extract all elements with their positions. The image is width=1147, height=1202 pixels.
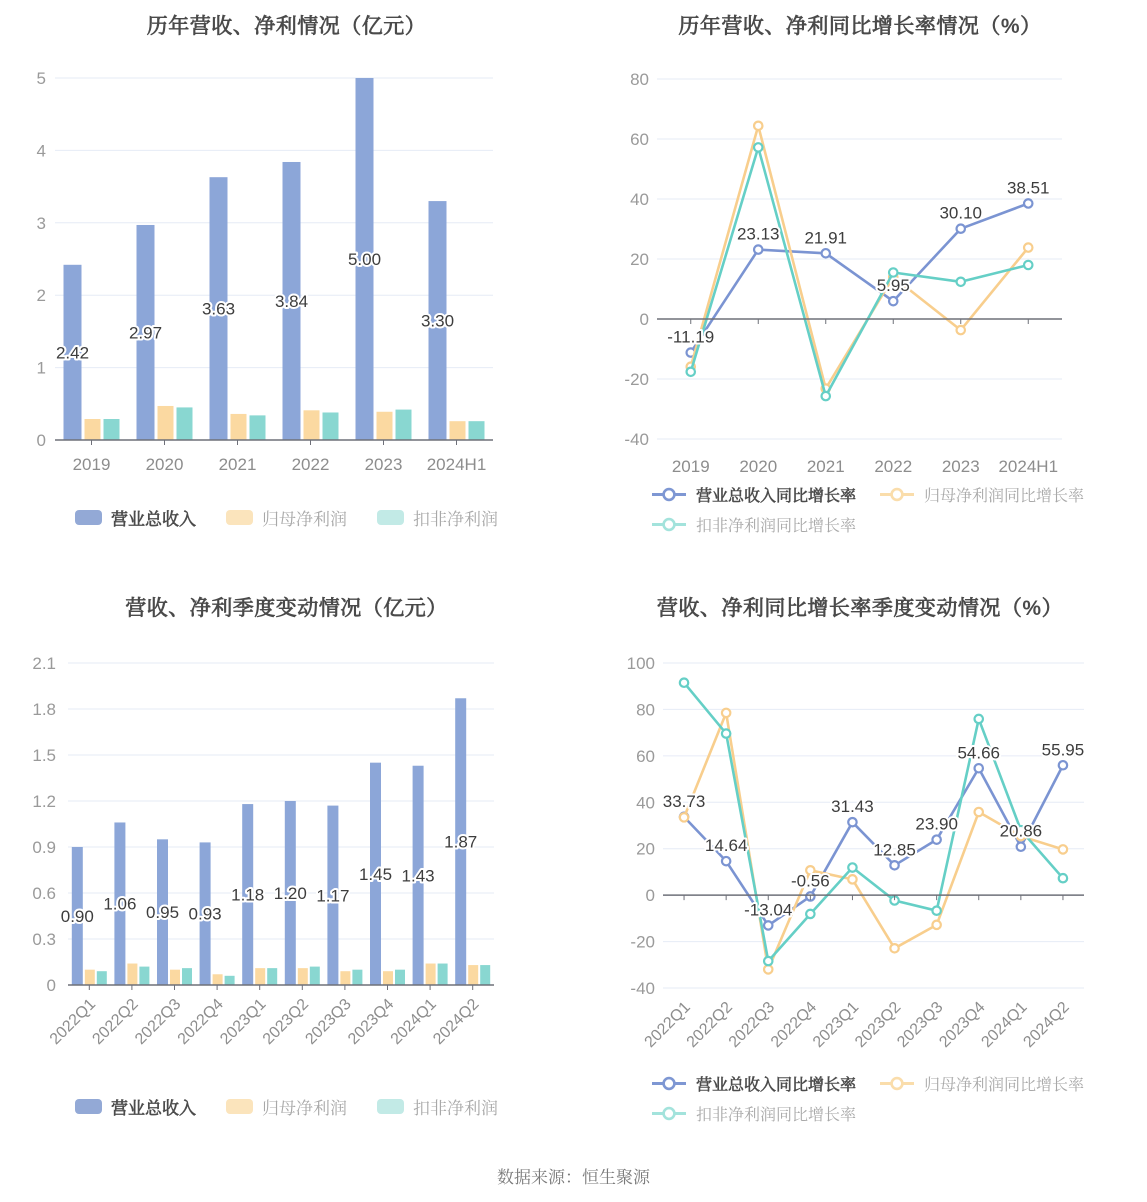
svg-text:2022Q1: 2022Q1	[641, 998, 694, 1052]
svg-text:2: 2	[36, 286, 46, 306]
chart-annual-growth-rate	[573, 0, 1147, 578]
svg-text:14.64: 14.64	[704, 836, 748, 856]
svg-text:2024H1: 2024H1	[998, 457, 1059, 476]
svg-text:5.95: 5.95	[876, 276, 910, 296]
svg-text:1: 1	[36, 358, 46, 378]
svg-text:2023: 2023	[941, 457, 980, 476]
svg-text:1.06: 1.06	[103, 894, 137, 914]
svg-text:2023Q3: 2023Q3	[302, 995, 355, 1049]
svg-text:2022: 2022	[874, 457, 913, 476]
svg-text:1.43: 1.43	[401, 866, 435, 886]
svg-text:5: 5	[36, 69, 46, 88]
legend-line-marker-icon	[651, 487, 687, 502]
svg-text:3: 3	[36, 213, 46, 233]
annual-revenue-profit-legend	[0, 505, 573, 530]
svg-text:2023Q4: 2023Q4	[345, 995, 398, 1049]
svg-text:2.97: 2.97	[128, 323, 163, 343]
legend-label: 营业总收入同比增长率	[696, 488, 857, 505]
svg-text:0.3: 0.3	[32, 930, 56, 949]
svg-text:54.66: 54.66	[957, 743, 1001, 763]
legend-label: 营业总收入同比增长率	[696, 1077, 857, 1094]
svg-text:0.90: 0.90	[60, 907, 94, 926]
legend-item-annual_growth-1[interactable]	[879, 483, 1107, 506]
svg-text:2023: 2023	[364, 455, 403, 474]
legend-swatch-icon	[377, 1099, 404, 1114]
svg-text:2024Q1: 2024Q1	[978, 998, 1031, 1052]
chart-quarterly-revenue-profit	[0, 578, 573, 1156]
legend-label: 归母净利润同比增长率	[924, 488, 1085, 505]
legend-item-quarter_growth-2[interactable]	[651, 1102, 879, 1125]
svg-text:2024Q1: 2024Q1	[387, 995, 440, 1049]
legend-label: 归母净利润	[262, 510, 347, 529]
legend-label: 扣非净利润	[413, 1099, 498, 1118]
chart-annual-revenue-profit	[0, 0, 573, 578]
legend-item-annual_bar-2[interactable]	[377, 505, 498, 530]
svg-text:3.63: 3.63	[201, 299, 236, 319]
legend-item-quarter_growth-1[interactable]	[879, 1072, 1107, 1095]
svg-text:20.86: 20.86	[999, 821, 1043, 841]
svg-text:2022Q1: 2022Q1	[46, 995, 100, 1049]
svg-text:4: 4	[36, 141, 46, 161]
svg-text:3.30: 3.30	[420, 311, 455, 331]
legend-label: 营业总收入	[111, 510, 196, 529]
legend-label: 归母净利润同比增长率	[924, 1077, 1085, 1094]
legend-label: 营业总收入	[111, 1099, 196, 1118]
svg-text:0.9: 0.9	[32, 838, 56, 857]
legend-swatch-icon	[226, 510, 253, 525]
svg-text:0.93: 0.93	[188, 904, 222, 924]
svg-text:100: 100	[626, 654, 655, 673]
svg-text:1.8: 1.8	[32, 700, 56, 719]
quarterly-revenue-profit-legend	[0, 1094, 573, 1119]
chart-title-quarterly-revenue-profit: 营收、净利季度变动情况（亿元）	[125, 597, 448, 620]
svg-text:2021: 2021	[218, 455, 257, 474]
svg-text:2022Q2: 2022Q2	[89, 995, 142, 1049]
legend-item-annual_growth-0[interactable]	[651, 483, 879, 506]
svg-text:40: 40	[636, 793, 655, 813]
svg-text:2022Q3: 2022Q3	[725, 998, 779, 1052]
legend-line-marker-icon	[651, 517, 687, 532]
svg-text:2023Q4: 2023Q4	[936, 998, 989, 1052]
annual-revenue-profit-plot	[0, 40, 573, 512]
svg-text:2022Q3: 2022Q3	[132, 995, 185, 1049]
svg-text:2023Q1: 2023Q1	[217, 995, 270, 1049]
svg-text:0.95: 0.95	[145, 903, 180, 923]
svg-text:2024Q2: 2024Q2	[430, 995, 483, 1049]
legend-item-quarter_bar-1[interactable]	[226, 1094, 347, 1119]
svg-text:-20: -20	[624, 370, 649, 389]
svg-text:23.13: 23.13	[736, 224, 780, 244]
chart-quarterly-growth-rate	[573, 578, 1147, 1156]
svg-text:-40: -40	[630, 979, 655, 998]
svg-text:2023Q2: 2023Q2	[259, 995, 313, 1049]
svg-text:2022: 2022	[291, 455, 330, 474]
svg-text:60: 60	[630, 130, 649, 149]
svg-text:1.18: 1.18	[231, 885, 265, 905]
svg-text:2019: 2019	[671, 457, 710, 476]
svg-text:20: 20	[636, 839, 655, 859]
legend-swatch-icon	[75, 1099, 102, 1114]
svg-text:1.45: 1.45	[358, 864, 393, 884]
legend-item-quarter_bar-0[interactable]	[75, 1094, 196, 1119]
svg-text:-0.56: -0.56	[790, 871, 830, 891]
svg-text:1.5: 1.5	[32, 746, 56, 765]
svg-text:2019: 2019	[72, 455, 111, 474]
svg-text:1.87: 1.87	[444, 832, 478, 852]
svg-text:1.2: 1.2	[32, 792, 56, 811]
svg-text:2.42: 2.42	[55, 343, 90, 363]
svg-text:2023Q2: 2023Q2	[852, 998, 905, 1052]
chart-title-annual-growth-rate: 历年营收、净利同比增长率情况（%）	[678, 15, 1042, 38]
svg-text:2022Q4: 2022Q4	[767, 998, 821, 1052]
svg-text:2024H1: 2024H1	[426, 455, 487, 474]
svg-text:38.51: 38.51	[1006, 178, 1050, 198]
chart-title-annual-revenue-profit: 历年营收、净利情况（亿元）	[146, 15, 427, 38]
legend-label: 扣非净利润同比增长率	[696, 518, 857, 535]
legend-item-quarter_growth-0[interactable]	[651, 1072, 879, 1095]
quarterly-revenue-profit-plot	[0, 640, 573, 1126]
svg-text:12.85: 12.85	[873, 840, 916, 860]
svg-text:2.1: 2.1	[32, 654, 56, 673]
svg-text:20: 20	[630, 250, 649, 269]
legend-item-annual_bar-0[interactable]	[75, 505, 196, 530]
chart-title-quarterly-growth-rate: 营收、净利同比增长率季度变动情况（%）	[656, 597, 1064, 620]
svg-text:2021: 2021	[806, 457, 845, 476]
svg-text:23.90: 23.90	[915, 814, 958, 834]
svg-text:0.6: 0.6	[32, 884, 56, 903]
svg-text:55.95: 55.95	[1041, 740, 1085, 760]
svg-text:80: 80	[636, 700, 655, 720]
svg-text:21.91: 21.91	[804, 228, 848, 248]
svg-text:2024Q2: 2024Q2	[1020, 998, 1073, 1052]
legend-line-marker-icon	[651, 1076, 687, 1091]
svg-text:2023Q1: 2023Q1	[809, 998, 863, 1052]
legend-swatch-icon	[377, 510, 404, 525]
svg-text:-13.04: -13.04	[744, 900, 793, 920]
svg-text:60: 60	[636, 746, 655, 766]
svg-text:-40: -40	[624, 430, 649, 449]
quarterly-growth-rate-plot	[573, 640, 1146, 1126]
legend-swatch-icon	[226, 1099, 253, 1114]
legend-item-quarter_bar-2[interactable]	[377, 1094, 498, 1119]
data-source-caption: 数据来源：恒生聚源	[497, 1168, 650, 1187]
annual-growth-rate-legend	[651, 483, 1121, 536]
svg-text:40: 40	[630, 190, 649, 209]
svg-text:2020: 2020	[145, 455, 184, 474]
legend-label: 归母净利润	[262, 1099, 347, 1118]
svg-text:80: 80	[630, 70, 649, 89]
svg-text:0: 0	[36, 431, 46, 450]
svg-text:2022Q2: 2022Q2	[683, 998, 736, 1052]
svg-text:30.10: 30.10	[939, 203, 983, 223]
svg-text:31.43: 31.43	[831, 797, 874, 817]
svg-text:0: 0	[645, 886, 655, 906]
legend-line-marker-icon	[651, 1106, 687, 1121]
annual-growth-rate-plot	[573, 40, 1146, 512]
legend-label: 扣非净利润同比增长率	[696, 1107, 857, 1124]
quarterly-growth-rate-legend	[651, 1072, 1121, 1125]
svg-text:5.00: 5.00	[347, 250, 382, 269]
svg-text:0: 0	[46, 976, 56, 995]
legend-item-annual_growth-2[interactable]	[651, 513, 879, 536]
svg-text:0: 0	[639, 310, 649, 329]
svg-text:2020: 2020	[739, 457, 778, 476]
svg-text:3.84: 3.84	[274, 291, 309, 311]
svg-text:33.73: 33.73	[662, 791, 706, 811]
svg-text:-11.19: -11.19	[667, 327, 715, 347]
svg-text:-20: -20	[630, 932, 655, 952]
svg-text:2022Q4: 2022Q4	[174, 995, 227, 1049]
svg-text:1.17: 1.17	[316, 886, 350, 906]
svg-text:1.20: 1.20	[273, 884, 307, 903]
legend-label: 扣非净利润	[413, 510, 498, 529]
legend-swatch-icon	[75, 510, 102, 525]
legend-line-marker-icon	[879, 487, 915, 502]
legend-line-marker-icon	[879, 1076, 915, 1091]
svg-text:2023Q3: 2023Q3	[894, 998, 947, 1052]
legend-item-annual_bar-1[interactable]	[226, 505, 347, 530]
